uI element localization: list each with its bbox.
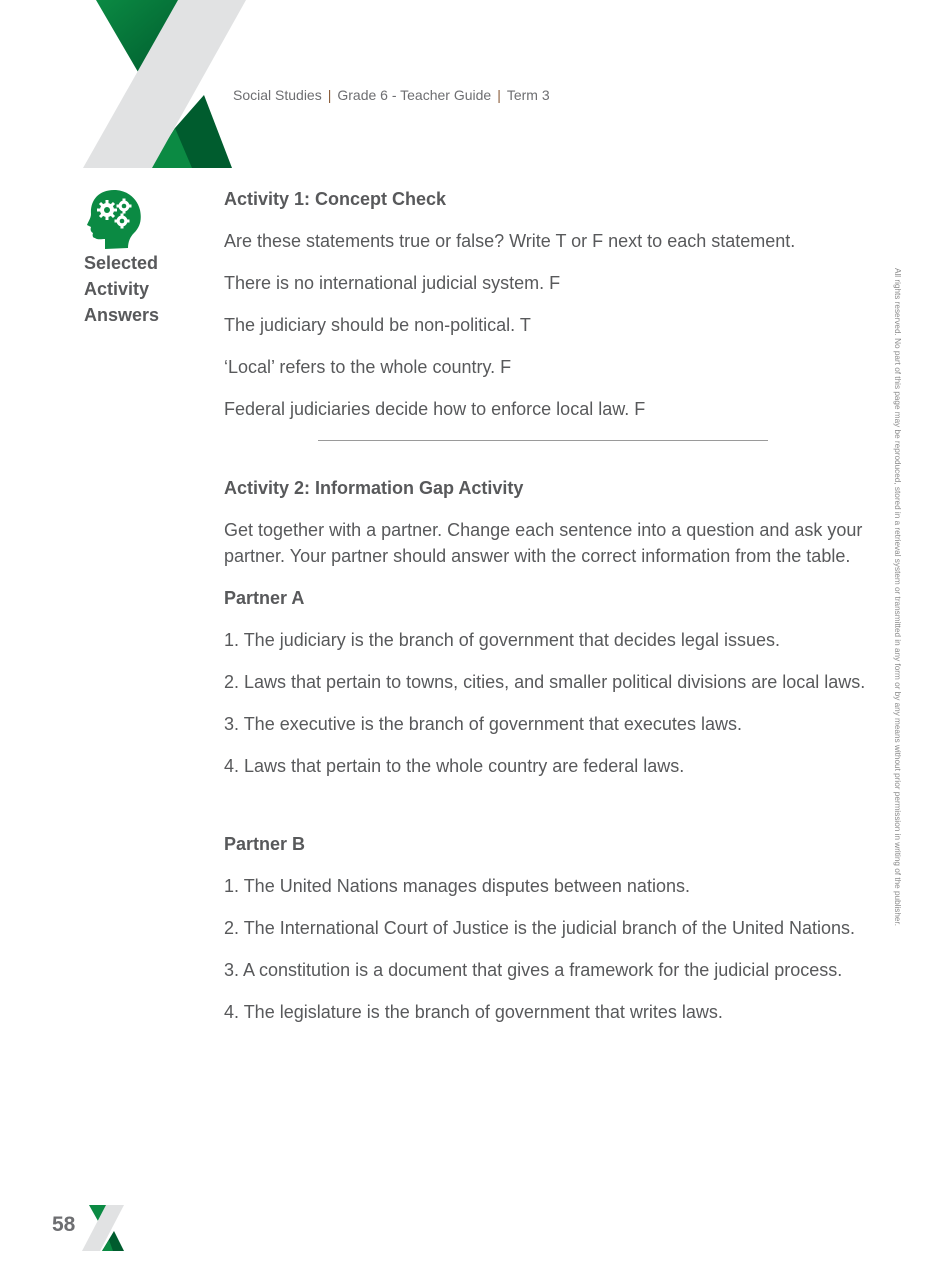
breadcrumb-separator: |	[327, 87, 332, 103]
partner-b-item: 3. A constitution is a document that gives a framework for the judicial process.	[224, 960, 843, 980]
section-label-line: Selected	[84, 253, 159, 273]
activity2-instructions: Get together with a partner. Change each sentence into a question and ask your partner. Your partner should answer with the correct information from the table.	[224, 520, 863, 566]
breadcrumb-grade: Grade 6 - Teacher Guide	[337, 87, 492, 103]
publisher-logo	[80, 0, 250, 168]
breadcrumb-subject: Social Studies	[233, 87, 322, 103]
activity1-statement: The judiciary should be non-political. T	[224, 315, 531, 335]
breadcrumb	[233, 87, 550, 103]
partner-a-heading: Partner A	[224, 588, 305, 608]
publisher-logo-small	[82, 1205, 126, 1251]
partner-b-heading: Partner B	[224, 834, 306, 854]
section-label	[84, 250, 159, 328]
activity1-statement: Federal judiciaries decide how to enforce local law. F	[224, 399, 646, 419]
main-content	[224, 186, 869, 1041]
partner-a-item: 4. Laws that pertain to the whole country are federal laws.	[224, 756, 685, 776]
activity1-instructions: Are these statements true or false? Write T or F next to each statement.	[224, 231, 796, 251]
partner-a-item: 1. The judiciary is the branch of government that decides legal issues.	[224, 630, 780, 650]
activity1-statement: ‘Local’ refers to the whole country. F	[224, 357, 512, 377]
partner-b-item: 4. The legislature is the branch of government that writes laws.	[224, 1002, 723, 1022]
activity1-statement: There is no international judicial system. F	[224, 273, 561, 293]
activity2-title: Activity 2: Information Gap Activity	[224, 478, 524, 498]
partner-b-item: 2. The International Court of Justice is the judicial branch of the United Nations.	[224, 918, 856, 938]
partner-b-item: 1. The United Nations manages disputes between nations.	[224, 876, 690, 896]
section-label-line: Activity	[84, 279, 150, 299]
partner-a-item: 3. The executive is the branch of government that executes laws.	[224, 714, 742, 734]
copyright-note	[888, 268, 904, 1008]
page-number: 58	[52, 1213, 76, 1236]
breadcrumb-term: Term 3	[506, 87, 550, 103]
partner-a-item: 2. Laws that pertain to towns, cities, and smaller political divisions are local laws.	[224, 672, 866, 692]
copyright-text: All rights reserved. No part of this page may be reproduced, stored in a retrieval system or transmitted in any form or by any means without prior permission in writing of the publisher.	[893, 268, 902, 927]
breadcrumb-separator: |	[497, 87, 501, 103]
section-label-line: Answers	[84, 305, 160, 325]
brain-gears-icon	[86, 188, 142, 250]
activity1-title: Activity 1: Concept Check	[224, 189, 447, 209]
